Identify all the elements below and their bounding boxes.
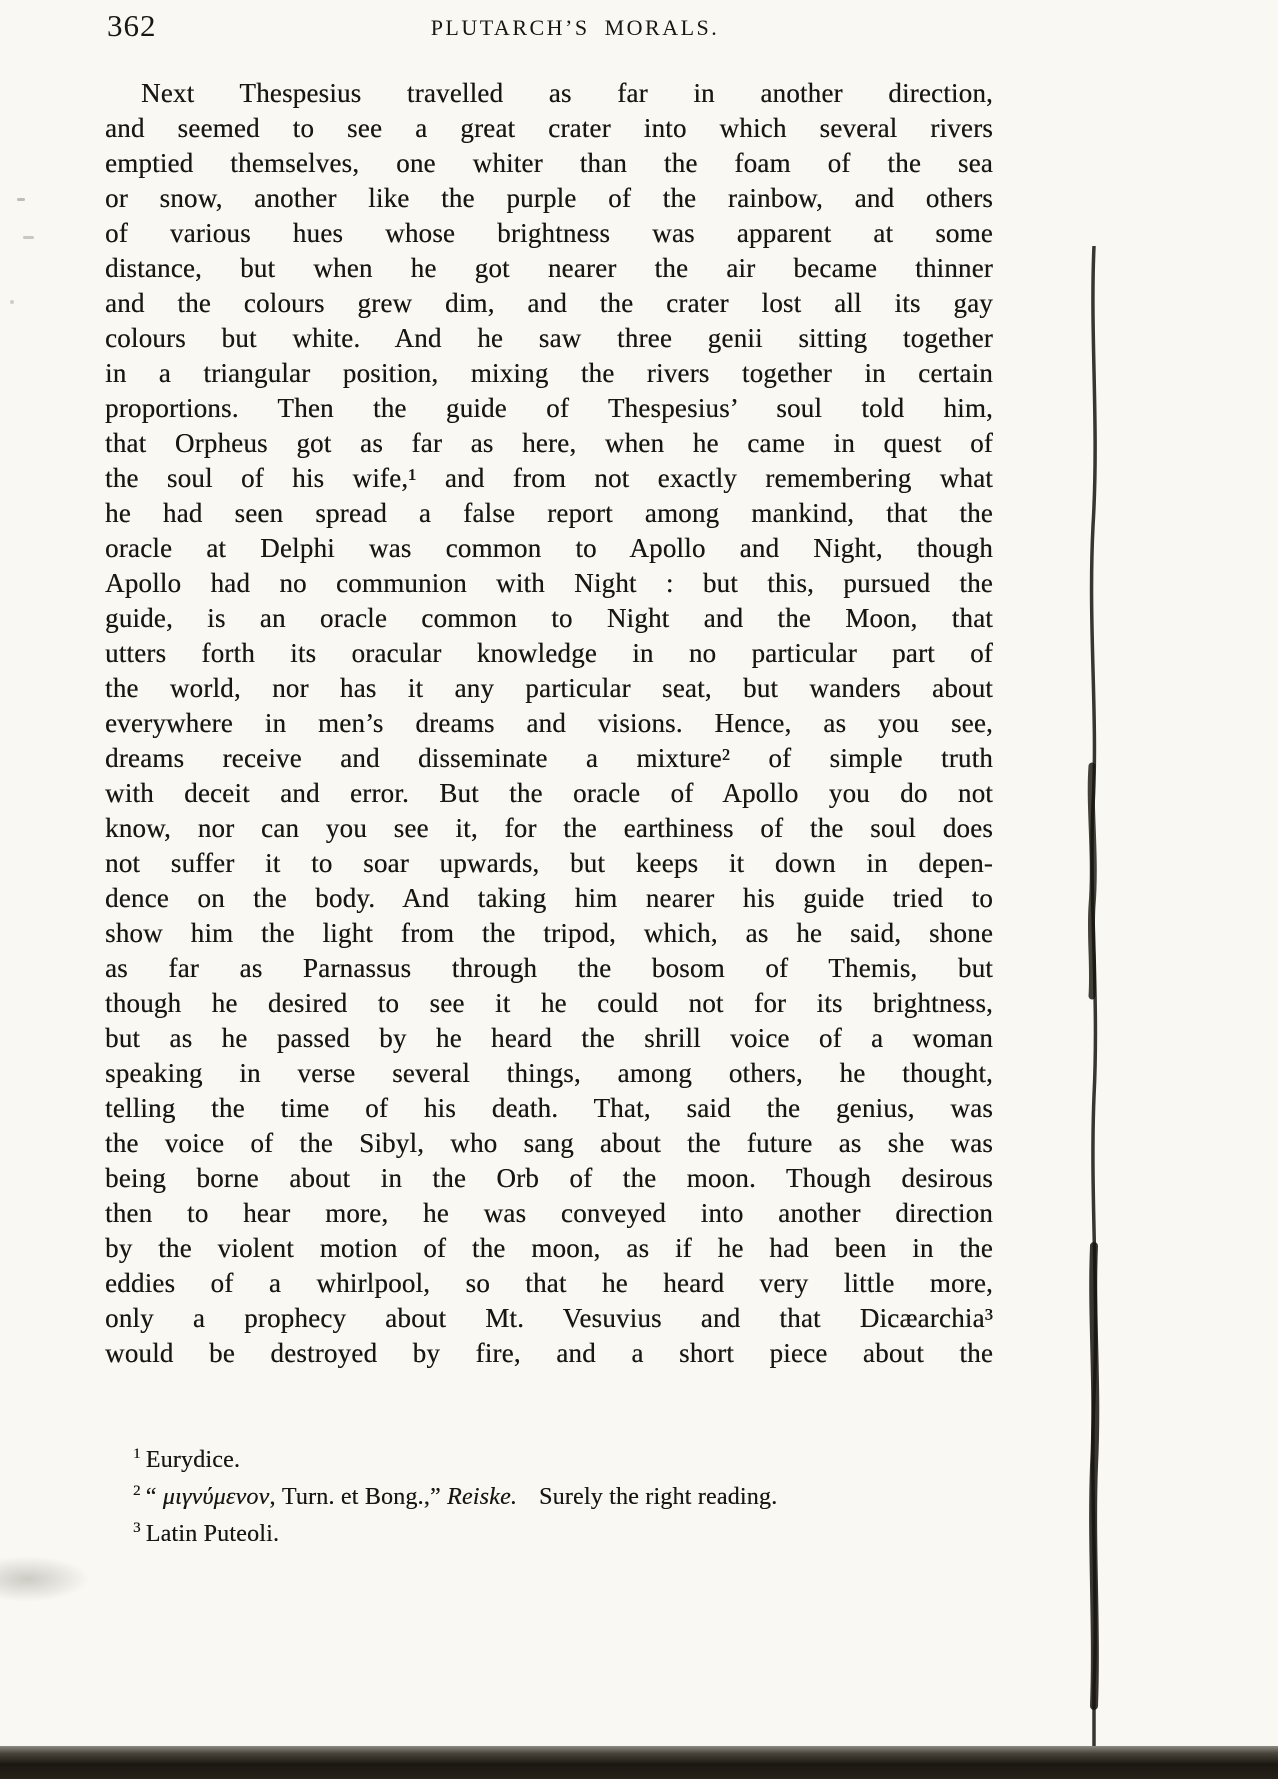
- body-text-line: being borne about in the Orb of the moon. Though desirous: [105, 1163, 993, 1193]
- running-title: PLUTARCH’S MORALS.: [430, 15, 720, 40]
- page-header: [105, 8, 993, 58]
- body-text-line: and seemed to see a great crater into which several rivers: [105, 113, 993, 143]
- footnote-text-open-quote: “: [145, 1484, 163, 1510]
- footnote-source-name: Reiske.: [447, 1484, 518, 1510]
- body-text-line: would be destroyed by fire, and a short piece about the: [105, 1338, 993, 1368]
- body-text-line: dreams receive and disseminate a mixture² of simple truth: [105, 743, 993, 773]
- body-text-line: colours but white. And he saw three genii sitting together: [105, 323, 993, 353]
- body-text-line: distance, but when he got nearer the air became thinner: [105, 253, 993, 283]
- footnote-text-comment: Surely the right reading.: [539, 1484, 778, 1510]
- body-text-line: and the colours grew dim, and the crater lost all its gay: [105, 288, 993, 318]
- body-text-line: or snow, another like the purple of the rainbow, and others: [105, 183, 993, 213]
- body-text-line: but as he passed by he heard the shrill voice of a woman: [105, 1023, 993, 1053]
- footnote-marker: 2: [133, 1483, 141, 1499]
- footnotes-section: [133, 1442, 993, 1553]
- body-text-line: dence on the body. And taking him nearer his guide tried to: [105, 883, 993, 913]
- body-text: [105, 76, 993, 1371]
- body-text-line: not suffer it to soar upwards, but keeps it down in depen-: [105, 848, 993, 878]
- body-text-line: the soul of his wife,¹ and from not exactly remembering what: [105, 463, 993, 493]
- body-text-line: telling the time of his death. That, said the genius, was: [105, 1093, 993, 1123]
- body-text-line: only a prophecy about Mt. Vesuvius and that Dicæarchia³: [105, 1303, 993, 1333]
- footnote-1: [133, 1442, 993, 1479]
- body-text-line: he had seen spread a false report among mankind, that the: [105, 498, 993, 528]
- body-text-line: as far as Parnassus through the bosom of Themis, but: [105, 953, 993, 983]
- body-text-line: the world, nor has it any particular seat, but wanders about: [105, 673, 993, 703]
- footnote-greek-term: μιγνύμενον: [162, 1484, 270, 1510]
- body-text-line: guide, is an oracle common to Night and the Moon, that: [105, 603, 993, 633]
- body-text-line: that Orpheus got as far as here, when he came in quest of: [105, 428, 993, 458]
- footnote-marker: 1: [133, 1446, 141, 1462]
- footnote-text-mid: , Turn. et Bong.,”: [269, 1484, 448, 1510]
- body-text-line: know, nor can you see it, for the earthiness of the soul does: [105, 813, 993, 843]
- body-text-line: proportions. Then the guide of Thespesius’ soul told him,: [105, 393, 993, 423]
- body-text-line: Next Thespesius travelled as far in another direction,: [141, 78, 993, 108]
- body-text-line: then to hear more, he was conveyed into another direction: [105, 1198, 993, 1228]
- body-text-line: the voice of the Sibyl, who sang about the future as she was: [105, 1128, 993, 1158]
- footnote-3: [133, 1516, 993, 1553]
- body-text-line: Apollo had no communion with Night : but this, pursued the: [105, 568, 993, 598]
- scan-artifact-margin-mark: [10, 300, 14, 304]
- body-text-line: utters forth its oracular knowledge in no particular part of: [105, 638, 993, 668]
- body-text-line: eddies of a whirlpool, so that he heard very little more,: [105, 1268, 993, 1298]
- body-text-line: speaking in verse several things, among others, he thought,: [105, 1058, 993, 1088]
- body-text-line: everywhere in men’s dreams and visions. Hence, as you see,: [105, 708, 993, 738]
- scan-artifact-bottom-edge: [0, 1746, 1278, 1779]
- footnote-text: Eurydice.: [145, 1447, 241, 1473]
- scan-artifact-right-edge: [1076, 246, 1116, 1748]
- body-text-line: with deceit and error. But the oracle of Apollo you do not: [105, 778, 993, 808]
- footnote-text: Latin Puteoli.: [145, 1521, 280, 1547]
- body-text-line: show him the light from the tripod, which, as he said, shone: [105, 918, 993, 948]
- body-text-line: by the violent motion of the moon, as if he had been in the: [105, 1233, 993, 1263]
- scan-artifact-corner-speckle: [0, 1556, 90, 1602]
- body-text-line: emptied themselves, one whiter than the foam of the sea: [105, 148, 993, 178]
- footnote-marker: 3: [133, 1520, 141, 1536]
- footnote-2: [133, 1479, 993, 1516]
- body-text-line: though he desired to see it he could not for its brightness,: [105, 988, 993, 1018]
- scan-artifact-margin-mark: [17, 198, 25, 201]
- body-text-line: in a triangular position, mixing the rivers together in certain: [105, 358, 993, 388]
- body-text-line: of various hues whose brightness was apparent at some: [105, 218, 993, 248]
- scan-artifact-margin-mark: [23, 236, 34, 239]
- page-number: 362: [107, 8, 157, 43]
- body-text-line: oracle at Delphi was common to Apollo and Night, though: [105, 533, 993, 563]
